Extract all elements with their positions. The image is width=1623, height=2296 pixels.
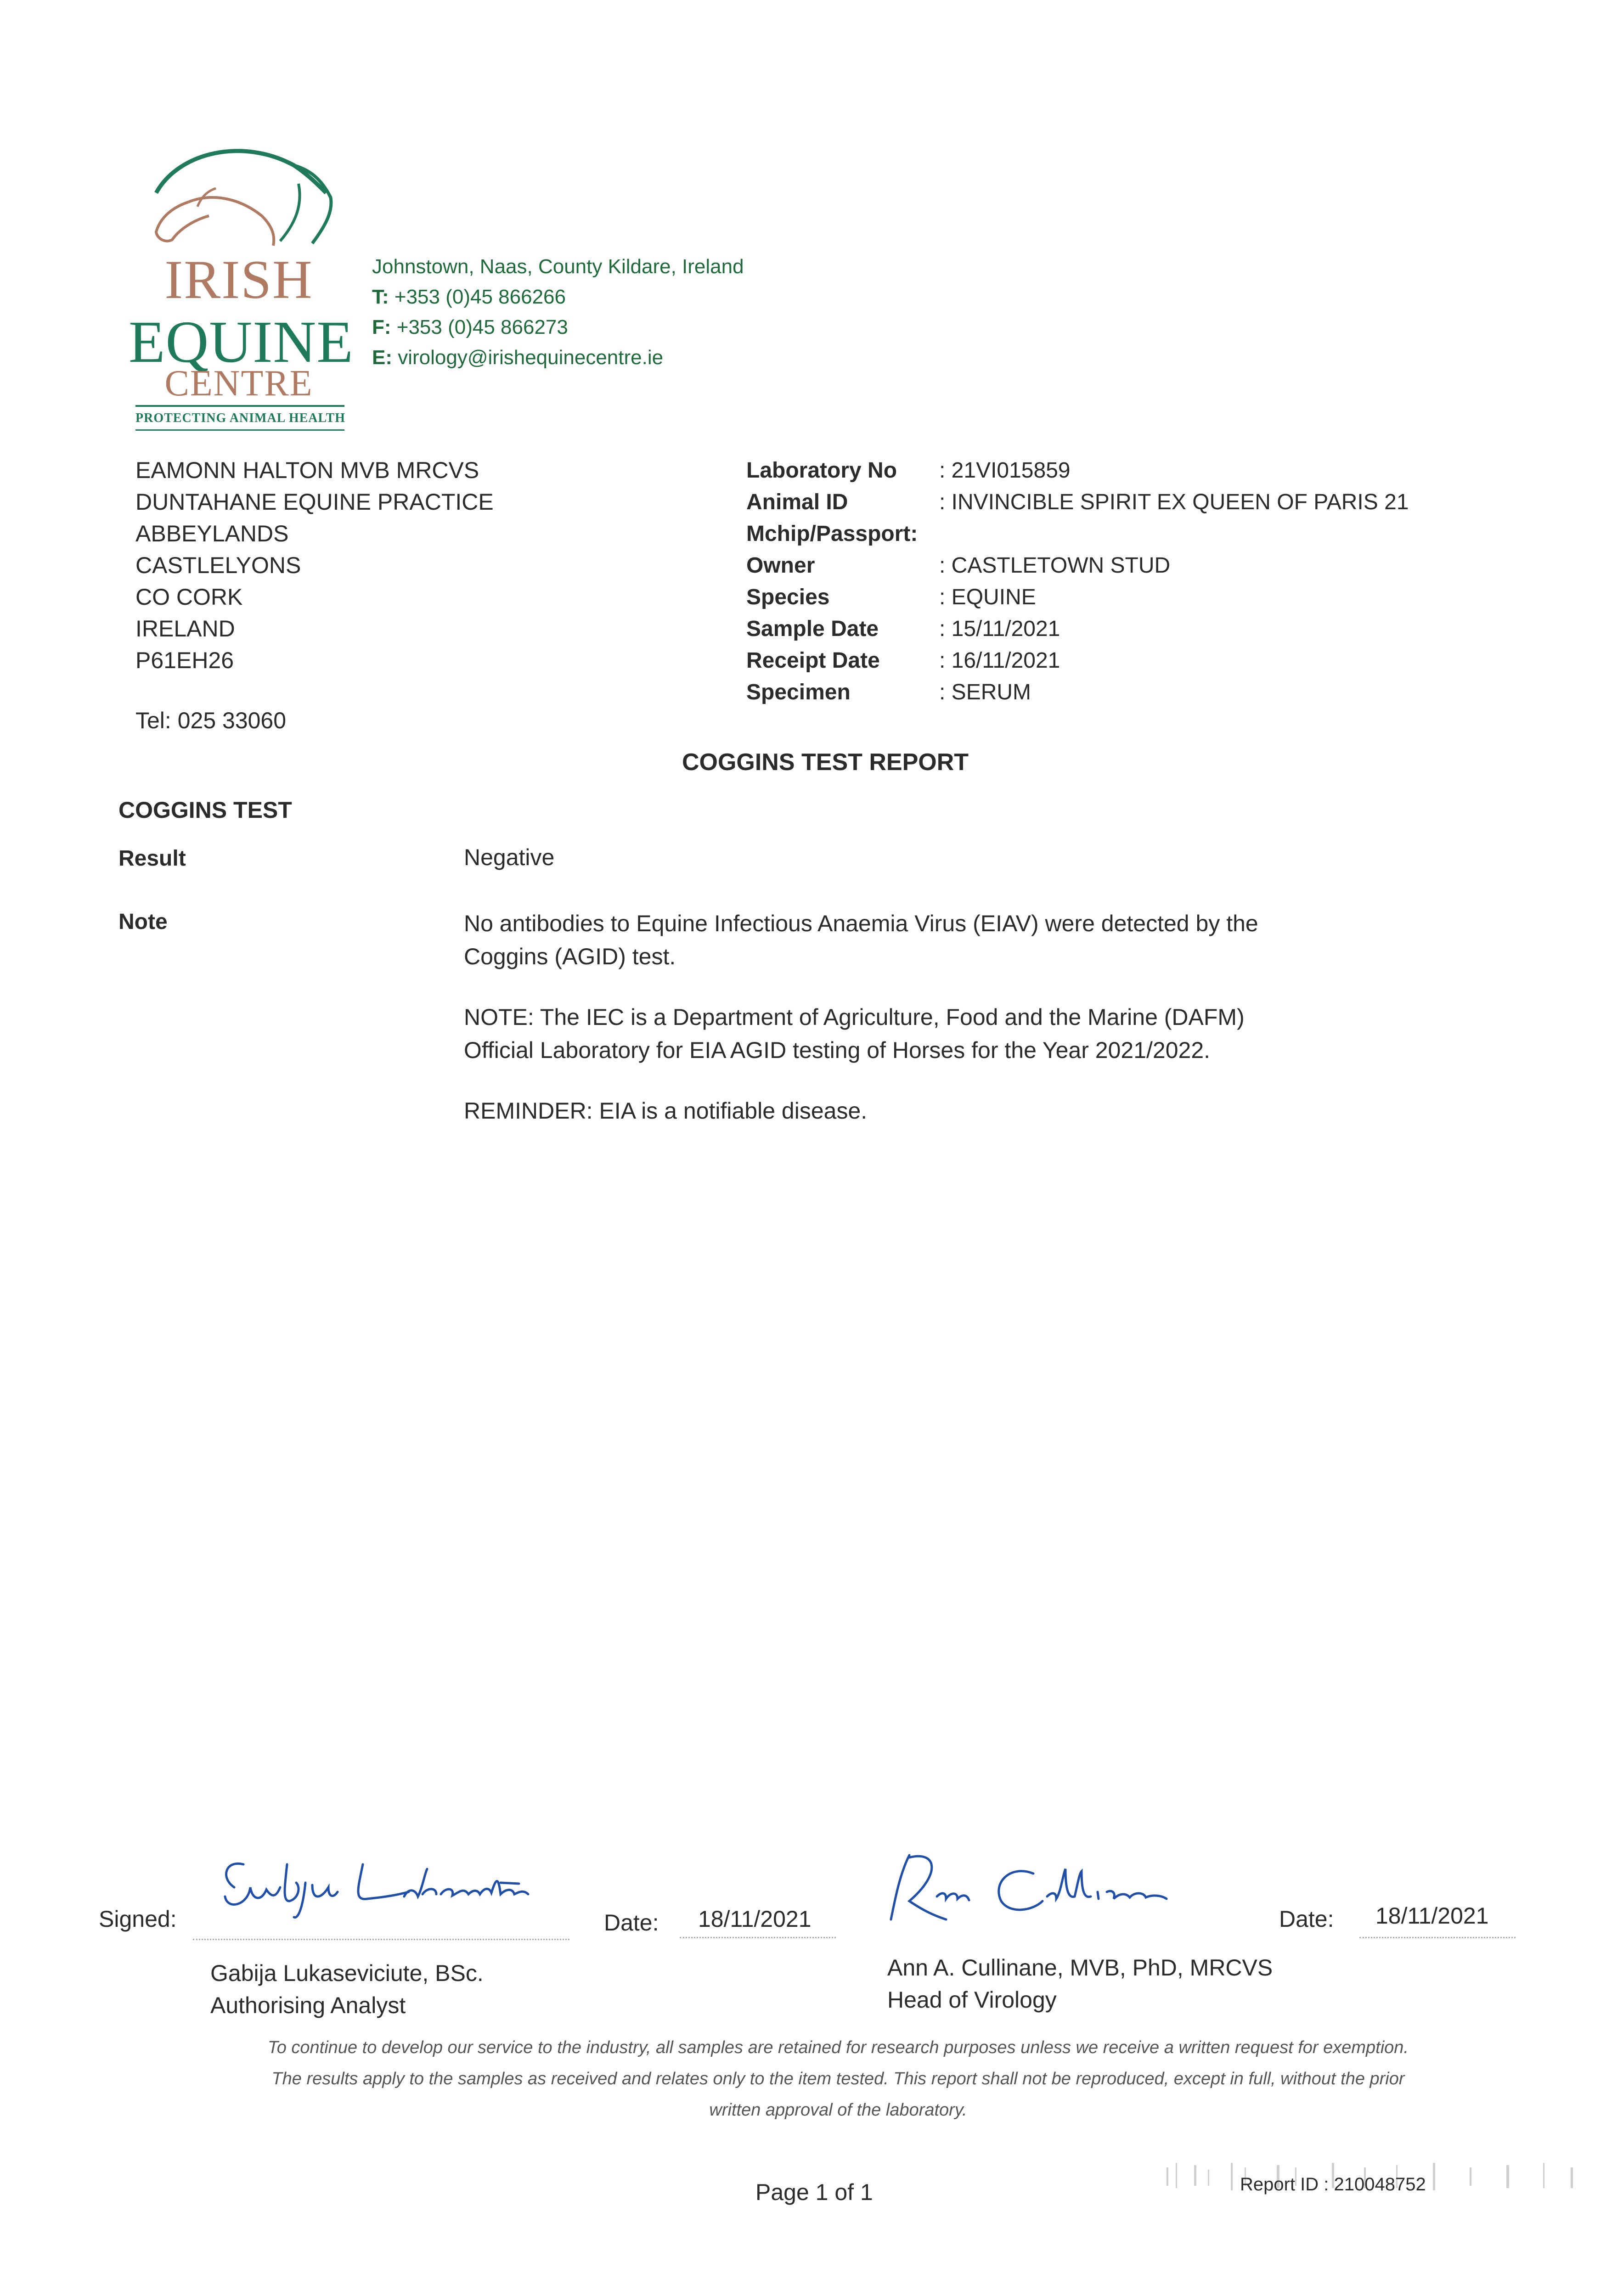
note-paragraph: NOTE: The IEC is a Department of Agriculture, Food and the Marine (DAFM) Official Laboratory for EIA AGID testing of Horses for the Year 2021/2022. — [464, 1004, 1245, 1063]
detail-row-sample-date — [746, 613, 1409, 645]
phone-number: +353 (0)45 866266 — [394, 286, 566, 308]
address-line: ABBEYLANDS — [135, 521, 289, 546]
address-line: EAMONN HALTON MVB MRCVS — [135, 457, 479, 483]
disclaimer-line: To continue to develop our service to the industry, all samples are retained for research purposes unless we receive a written request for exemption. — [268, 2038, 1409, 2057]
disclaimer-line: The results apply to the samples as received and relates only to the item tested. This report shall not be reproduced, except in full, without the prior — [271, 2069, 1405, 2088]
logo-text-equine: EQUINE — [129, 309, 354, 375]
lab-address: Johnstown, Naas, County Kildare, Ireland — [372, 255, 744, 278]
date-label: Date: — [1279, 1906, 1334, 1932]
detail-value: : EQUINE — [939, 585, 1036, 609]
detail-row-laboratory-no — [746, 455, 1409, 486]
date-line — [680, 1937, 836, 1938]
lab-phone — [372, 282, 744, 312]
address-line: DUNTAHANE EQUINE PRACTICE — [135, 489, 494, 515]
head-of-virology-signature — [882, 1840, 1240, 1938]
address-line: CO CORK — [135, 584, 243, 610]
signature-name: Gabija Lukaseviciute — [207, 1845, 275, 1852]
email-address: virology@irishequinecentre.ie — [398, 346, 664, 369]
logo-text-centre: CENTRE — [164, 363, 313, 404]
test-heading: COGGINS TEST — [118, 797, 292, 823]
detail-row-animal-id — [746, 486, 1409, 518]
logo-tagline: PROTECTING ANIMAL HEALTH — [135, 411, 346, 425]
signature-name: Ann Cullinane — [882, 1840, 928, 1848]
detail-row-receipt-date — [746, 645, 1409, 676]
fax-number: +353 (0)45 866273 — [396, 316, 568, 338]
email-prefix: E: — [372, 346, 392, 369]
detail-value: : 15/11/2021 — [939, 617, 1060, 641]
logo-divider — [135, 429, 344, 431]
head-sign-date: 18/11/2021 — [1375, 1903, 1489, 1929]
detail-label: Owner — [746, 553, 815, 578]
detail-label: Animal ID — [746, 490, 848, 514]
lab-contact-block — [372, 252, 744, 373]
detail-value: : CASTLETOWN STUD — [939, 553, 1171, 578]
detail-row-mchip-passport — [746, 518, 1409, 550]
note-text — [464, 907, 1291, 1155]
head-name-block — [887, 1952, 1273, 2016]
detail-value: : INVINCIBLE SPIRIT EX QUEEN OF PARIS 21 — [939, 490, 1409, 514]
signed-label: Signed: — [99, 1906, 177, 1932]
phone-prefix: T: — [372, 286, 389, 308]
address-line: P61EH26 — [135, 647, 234, 673]
recipient-address — [135, 455, 494, 676]
disclaimer — [184, 2032, 1493, 2126]
detail-row-owner — [746, 550, 1409, 581]
detail-label: Laboratory No — [746, 458, 897, 483]
logo-divider — [135, 405, 344, 407]
note-label: Note — [118, 910, 168, 934]
analyst-sign-date: 18/11/2021 — [698, 1906, 812, 1932]
report-id: Report ID : 210048752 — [1240, 2174, 1426, 2195]
date-label: Date: — [604, 1910, 659, 1936]
result-label: Result — [118, 846, 186, 871]
detail-label: Specimen — [746, 680, 851, 704]
detail-value: : SERUM — [939, 680, 1031, 704]
address-line: CASTLELYONS — [135, 552, 301, 578]
note-paragraph: REMINDER: EIA is a notifiable disease. — [464, 1098, 868, 1124]
detail-row-specimen — [746, 676, 1409, 708]
address-line: IRELAND — [135, 616, 235, 642]
head-name: Ann A. Cullinane, MVB, PhD, MRCVS — [887, 1955, 1273, 1981]
date-line — [1359, 1937, 1516, 1938]
note-paragraph: No antibodies to Equine Infectious Anaemia Virus (EIAV) were detected by the Coggins (AGID) test. — [464, 911, 1258, 969]
logo-text-irish: IRISH — [164, 249, 313, 310]
detail-label: Sample Date — [746, 617, 879, 641]
recipient-phone: Tel: 025 33060 — [135, 708, 287, 733]
report-title: COGGINS TEST REPORT — [682, 749, 969, 776]
detail-label: Mchip/Passport: — [746, 522, 918, 546]
detail-label: Receipt Date — [746, 648, 880, 673]
detail-value: : 21VI015859 — [939, 458, 1071, 483]
irish-equine-centre-logo — [129, 133, 354, 432]
fax-prefix: F: — [372, 316, 391, 338]
detail-row-species — [746, 581, 1409, 613]
horse-logo-icon — [129, 133, 349, 253]
analyst-signature — [207, 1845, 583, 1919]
signature-line — [193, 1939, 569, 1940]
analyst-name-block — [210, 1957, 484, 2021]
lab-email — [372, 343, 744, 373]
analyst-name: Gabija Lukaseviciute, BSc. — [210, 1960, 484, 1986]
head-role: Head of Virology — [887, 1987, 1057, 2013]
lab-fax — [372, 312, 744, 343]
analyst-role: Authorising Analyst — [210, 1992, 406, 2018]
sample-details — [746, 455, 1409, 708]
disclaimer-line: written approval of the laboratory. — [709, 2100, 967, 2120]
page-number: Page 1 of 1 — [755, 2179, 873, 2205]
detail-value: : 16/11/2021 — [939, 648, 1060, 673]
result-value: Negative — [464, 844, 555, 870]
detail-label: Species — [746, 585, 830, 609]
